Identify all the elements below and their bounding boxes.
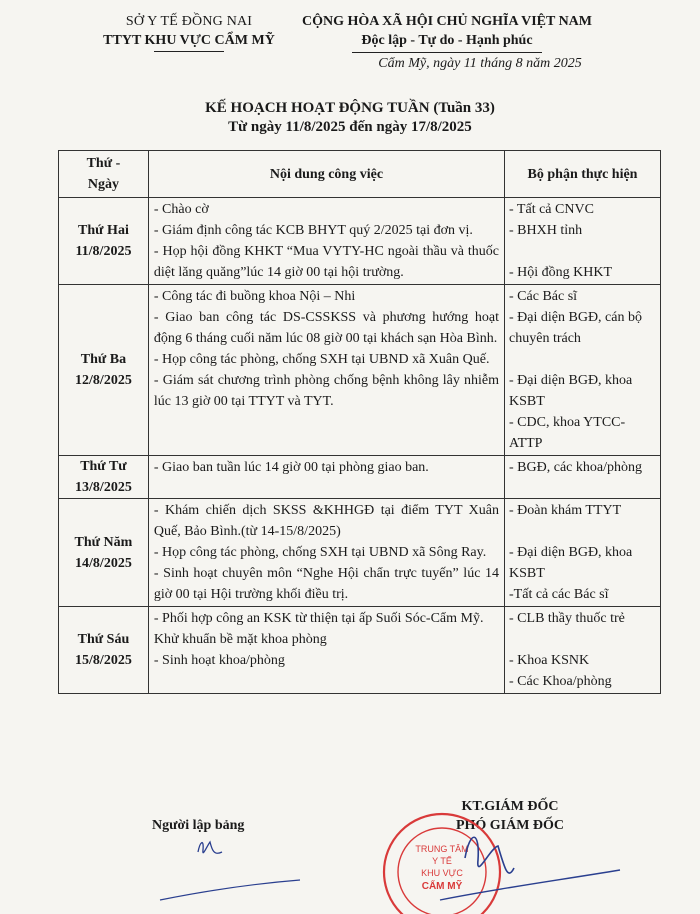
- day-name: Thứ Hai: [78, 223, 129, 238]
- document-title: KẾ HOẠCH HOẠT ĐỘNG TUẦN (Tuần 33): [205, 100, 495, 116]
- unit-item: - Đại diện BGĐ, khoa KSBT: [509, 545, 633, 581]
- unit-item: - Các Bác sĩ: [509, 289, 578, 304]
- day-date: 11/8/2025: [75, 244, 132, 259]
- unit-item: - Đại diện BGĐ, khoa KSBT: [509, 373, 633, 409]
- agency-parent: SỞ Y TẾ ĐỒNG NAI: [125, 14, 253, 29]
- unit-item: - BGĐ, các khoa/phòng: [509, 460, 642, 475]
- day-date: 12/8/2025: [75, 373, 132, 388]
- unit-item: - Các Khoa/phòng: [509, 674, 612, 689]
- day-name: Thứ Sáu: [77, 632, 130, 647]
- national-motto: Độc lập - Tự do - Hạnh phúc: [361, 33, 533, 48]
- preparer-signature: [160, 842, 300, 900]
- unit-item: - CDC, khoa YTCC-ATTP: [509, 415, 626, 451]
- document-subtitle: Từ ngày 11/8/2025 đến ngày 17/8/2025: [228, 119, 472, 135]
- task-item: - Sinh hoạt khoa/phòng: [153, 653, 285, 668]
- task-item: - Họp công tác phòng, chống SXH tại UBND xã Xuân Quế.: [153, 352, 490, 367]
- day-date: 15/8/2025: [75, 653, 132, 668]
- unit-item: - Hội đồng KHKT: [509, 265, 613, 280]
- director-title: KT.GIÁM ĐỐC: [461, 799, 559, 814]
- day-date: 13/8/2025: [75, 480, 132, 495]
- national-title: CỘNG HÒA XÃ HỘI CHỦ NGHĨA VIỆT NAM: [301, 14, 592, 29]
- deputy-director-title: PHÓ GIÁM ĐỐC: [455, 818, 565, 833]
- svg-text:CẨM MỸ: CẨM MỸ: [421, 881, 463, 892]
- task-item: - Phối hợp công an KSK từ thiện tại ấp Suối Sóc-Cẩm Mỹ.: [153, 611, 484, 626]
- day-name: Thứ Ba: [80, 352, 127, 367]
- column-header-unit: Bộ phận thực hiện: [505, 151, 661, 198]
- day-name: Thứ Tư: [80, 459, 127, 474]
- unit-item: - Đoàn khám TTYT: [509, 503, 622, 518]
- column-header-day: Thứ - Ngày: [59, 151, 149, 198]
- svg-text:KHU VỰC: KHU VỰC: [421, 868, 463, 878]
- unit-item: - Đại diện BGĐ, cán bộ chuyên trách: [509, 310, 642, 346]
- task-item: - Họp công tác phòng, chống SXH tại UBND xã Sông Ray.: [153, 545, 487, 560]
- director-signature: [440, 837, 620, 900]
- agency-name: TTYT KHU VỰC CẨM MỸ: [103, 33, 275, 48]
- task-item: Khử khuẩn bề mặt khoa phòng: [153, 632, 327, 647]
- preparer-label: Người lập bảng: [152, 818, 245, 833]
- task-item: - Chào cờ: [153, 202, 209, 217]
- day-name: Thứ Năm: [74, 534, 133, 550]
- task-item: - Giám sát chương trình phòng chống bệnh không lây nhiễm lúc 13 giờ 00 tại TTYT và TYT.: [153, 373, 500, 409]
- svg-text:Y TẾ: Y TẾ: [432, 856, 452, 866]
- unit-item: - BHXH tỉnh: [509, 223, 583, 238]
- day-date: 14/8/2025: [75, 555, 132, 571]
- unit-item: - Tất cả CNVC: [509, 202, 594, 217]
- unit-item: -Tất cả các Bác sĩ: [509, 587, 609, 602]
- task-item: - Khám chiến dịch SKSS &KHHGĐ tại điểm TYT Xuân Quế, Bảo Bình.(từ 14-15/8/2025): [153, 503, 500, 539]
- task-item: - Giao ban công tác DS-CSSKSS và phương hướng hoạt động 6 tháng cuối năm lúc 08 giờ 00 tại khách sạn Hòa Bình.: [153, 310, 500, 346]
- column-header-content: Nội dung công việc: [148, 151, 504, 198]
- unit-item: - CLB thầy thuốc trẻ: [509, 611, 625, 626]
- document-date: Cẩm Mỹ, ngày 11 tháng 8 năm 2025: [378, 56, 582, 71]
- task-item: - Giao ban tuần lúc 14 giờ 00 tại phòng giao ban.: [153, 460, 429, 475]
- unit-item: - Khoa KSNK: [509, 653, 590, 668]
- task-item: - Sinh hoạt chuyên môn “Nghe Hội chẩn trực tuyến” lúc 14 giờ 00 tại Hội trường khối điều trị.: [153, 566, 500, 602]
- task-item: - Họp hội đồng KHKT “Mua VYTY-HC ngoài thầu và thuốc diệt lăng quăng”lúc 14 giờ 00 tại hội trường.: [153, 244, 500, 280]
- task-item: - Công tác đi buồng khoa Nội – Nhi: [153, 289, 356, 304]
- task-item: - Giám định công tác KCB BHYT quý 2/2025 tại đơn vị.: [153, 223, 473, 238]
- svg-text:TRUNG TÂM: TRUNG TÂM: [415, 844, 469, 854]
